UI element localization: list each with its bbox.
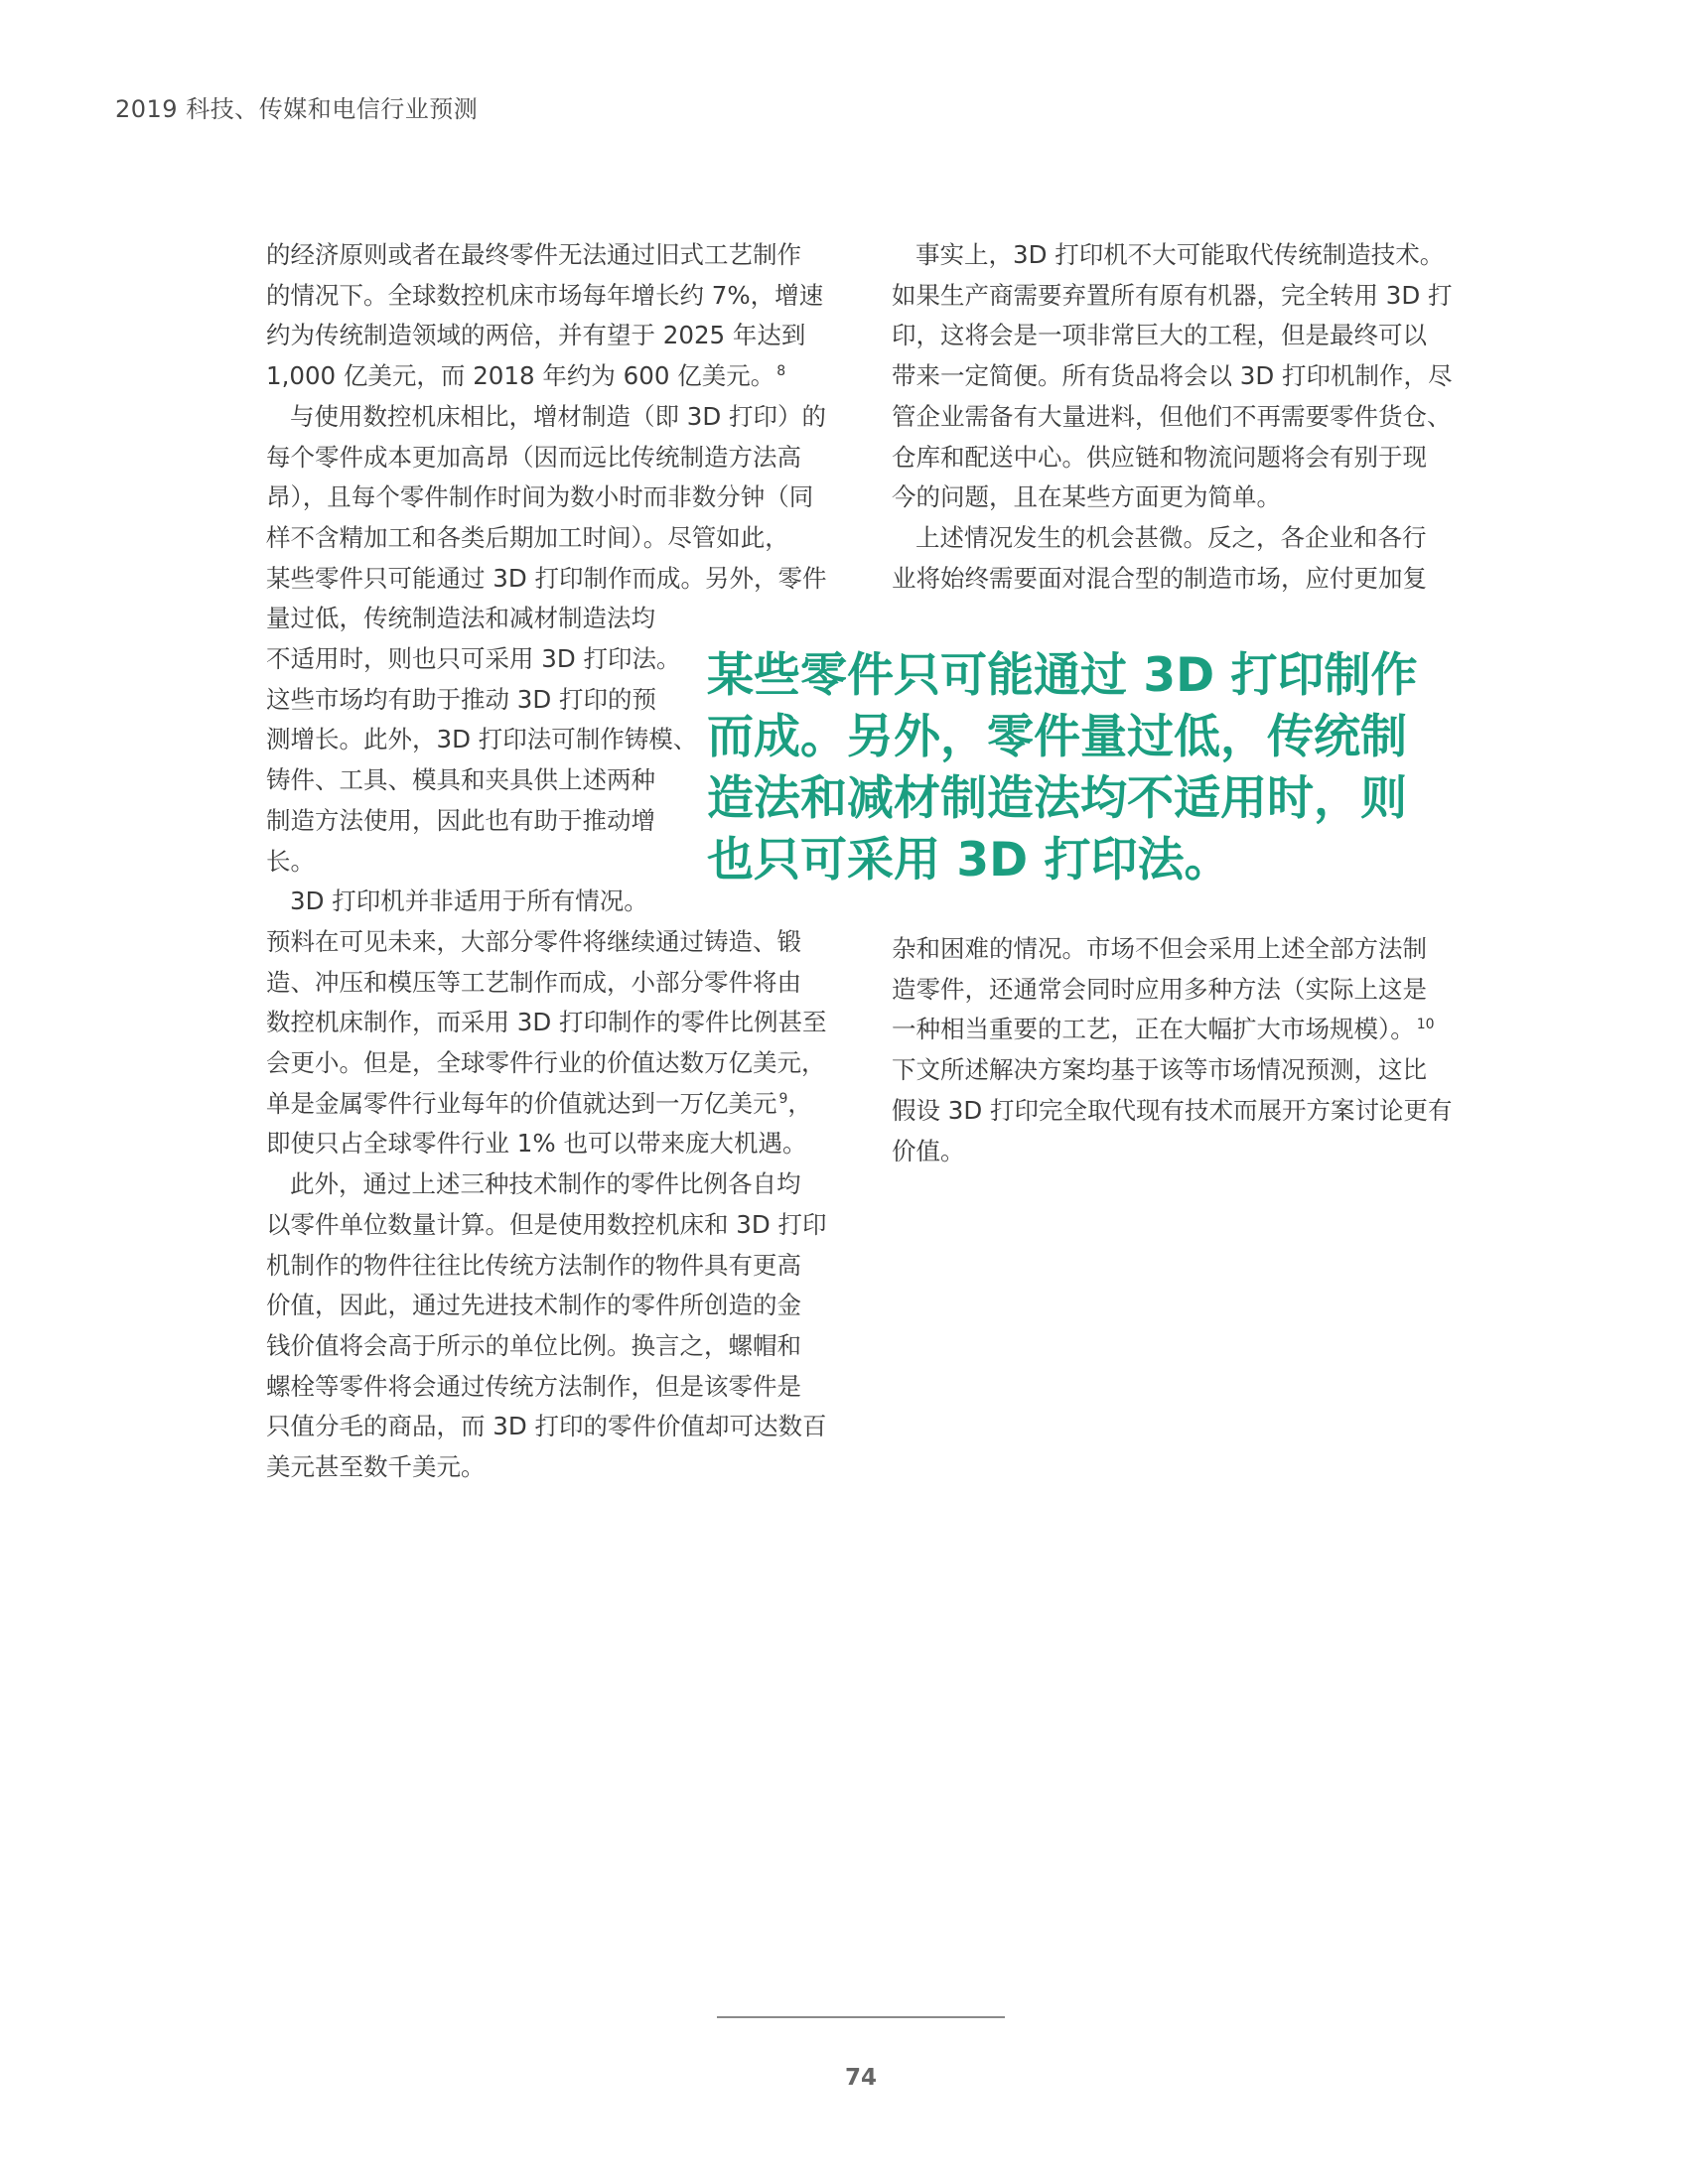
paragraph-line	[892, 355, 1453, 396]
paragraph-line	[266, 1042, 826, 1083]
line-text-tail: ，	[787, 1088, 812, 1118]
line-text: 杂和困难的情况。市场不但会采用上述全部方法制	[892, 934, 1427, 963]
line-text: 带来一定简便。所有货品将会以 3D 打印机制作，尽	[892, 361, 1453, 391]
paragraph-line	[892, 969, 1427, 1010]
paragraph-line	[266, 437, 801, 478]
paragraph-line	[892, 477, 1281, 517]
footnote-ref[interactable]: 9	[778, 1090, 788, 1107]
line-text: 美元甚至数千美元。	[266, 1452, 486, 1481]
line-text: 的情况下。全球数控机床市场每年增长约 7%，增速	[266, 280, 824, 310]
line-text: 即使只占全球零件行业 1% 也可以带来庞大机遇。	[266, 1129, 807, 1159]
paragraph-line	[266, 234, 801, 275]
line-text: 昂），且每个零件制作时间为数小时而非数分钟（同	[266, 482, 814, 512]
paragraph-line	[266, 517, 789, 558]
line-text: 每个零件成本更加高昂（因而远比传统制造方法高	[266, 442, 801, 472]
line-text: 上述情况发生的机会甚微。反之，各企业和各行	[915, 522, 1427, 552]
paragraph-line	[892, 275, 1453, 316]
paragraph-line	[266, 598, 655, 638]
line-text: 长。	[266, 846, 315, 876]
line-text: 数控机床制作，而采用 3D 打印制作的零件比例甚至	[266, 1008, 827, 1037]
line-text: 制造方法使用，因此也有助于推动增	[266, 805, 655, 835]
footnote-ref[interactable]: 8	[776, 362, 786, 379]
paragraph-line	[266, 1446, 486, 1487]
paragraph-line	[266, 275, 823, 316]
line-text: 单是金属零件行业每年的价值就达到一万亿美元	[266, 1088, 777, 1118]
line-text: 铸件、工具、模具和夹具供上述两种	[266, 765, 655, 795]
paragraph-line	[892, 1090, 1453, 1131]
paragraph-line	[266, 1285, 801, 1325]
footer-divider	[717, 2016, 1005, 2018]
paragraph-line	[915, 517, 1427, 558]
line-text: 约为传统制造领域的两倍，并有望于 2025 年达到	[266, 321, 806, 350]
page-number: 74	[844, 2065, 877, 2091]
line-text: 如果生产商需要弃置所有原有机器，完全转用 3D 打	[892, 280, 1453, 310]
line-text: 预料在可见未来，大部分零件将继续通过铸造、锻	[266, 926, 801, 956]
page-header-title: 2019 科技、传媒和电信行业预测	[115, 95, 479, 123]
line-text: 价值，因此，通过先进技术制作的零件所创造的金	[266, 1291, 801, 1320]
paragraph-line	[266, 759, 655, 800]
pull-quote	[707, 645, 1462, 891]
paragraph-line	[266, 355, 785, 396]
pull-quote-line: 也只可采用 3D 打印法。	[707, 833, 1231, 887]
paragraph-line	[266, 1123, 806, 1163]
line-text: 某些零件只可能通过 3D 打印制作而成。另外，零件	[266, 563, 827, 593]
paragraph-line	[892, 928, 1427, 969]
paragraph-line	[266, 1083, 812, 1124]
paragraph-line	[892, 437, 1427, 478]
line-text: 螺栓等零件将会通过传统方法制作，但是该零件是	[266, 1371, 801, 1401]
line-text: 与使用数控机床相比，增材制造（即 3D 打印）的	[290, 401, 827, 431]
paragraph-line	[266, 1002, 827, 1042]
footnote-ref[interactable]: 10	[1416, 1017, 1435, 1033]
paragraph-line	[266, 638, 681, 679]
line-text: 造零件，还通常会同时应用多种方法（实际上这是	[892, 974, 1427, 1004]
line-text: 以零件单位数量计算。但是使用数控机床和 3D 打印	[266, 1209, 827, 1239]
paragraph-line	[290, 396, 826, 437]
pull-quote-line: 而成。另外，零件量过低，传统制	[707, 710, 1407, 764]
line-text: 1,000 亿美元，而 2018 年约为 600 亿美元。	[266, 361, 775, 391]
paragraph-line	[892, 315, 1427, 355]
line-text: 的经济原则或者在最终零件无法通过旧式工艺制作	[266, 240, 801, 269]
line-text: 钱价值将会高于所示的单位比例。换言之，螺帽和	[266, 1330, 801, 1360]
line-text: 事实上，3D 打印机不大可能取代传统制造技术。	[915, 240, 1445, 269]
line-text: 机制作的物件往往比传统方法制作的物件具有更高	[266, 1250, 801, 1280]
line-text: 量过低，传统制造法和减材制造法均	[266, 604, 655, 633]
paragraph-line	[266, 719, 697, 759]
pull-quote-line: 造法和减材制造法均不适用时，则	[707, 771, 1407, 826]
line-text: 价值。	[892, 1136, 965, 1165]
paragraph-line	[266, 1245, 801, 1286]
line-text: 一种相当重要的工艺，正在大幅扩大市场规模）。	[892, 1015, 1415, 1044]
paragraph-line	[266, 1366, 801, 1407]
line-text: 3D 打印机并非适用于所有情况。	[290, 887, 648, 916]
paragraph-line	[290, 1163, 801, 1204]
paragraph-line	[266, 1204, 827, 1245]
line-text: 测增长。此外，3D 打印法可制作铸模、	[266, 725, 698, 754]
line-text: 会更小。但是，全球零件行业的价值达数万亿美元，	[266, 1048, 826, 1077]
paragraph-line	[266, 477, 813, 517]
line-text: 只值分毛的商品，而 3D 打印的零件价值却可达数百	[266, 1412, 827, 1441]
paragraph-line	[266, 1325, 801, 1366]
paragraph-line	[915, 234, 1444, 275]
paragraph-line	[266, 315, 805, 355]
paragraph-line	[290, 881, 648, 921]
paragraph-line	[892, 1131, 965, 1171]
line-text: 今的问题，且在某些方面更为简单。	[892, 482, 1281, 512]
paragraph-line	[892, 396, 1452, 437]
paragraph-line	[266, 558, 827, 599]
paragraph-line	[266, 800, 655, 841]
paragraph-line	[266, 679, 656, 720]
line-text: 印，这将会是一项非常巨大的工程，但是最终可以	[892, 321, 1427, 350]
paragraph-line	[266, 962, 801, 1003]
line-text: 不适用时，则也只可采用 3D 打印法。	[266, 644, 681, 673]
paragraph-line	[892, 1009, 1435, 1049]
line-text: 造、冲压和模压等工艺制作而成，小部分零件将由	[266, 967, 801, 997]
paragraph-line	[892, 558, 1427, 599]
pull-quote-line: 某些零件只可能通过 3D 打印制作	[707, 648, 1418, 703]
line-text: 样不含精加工和各类后期加工时间）。尽管如此，	[266, 522, 789, 552]
line-text: 管企业需备有大量进料，但他们不再需要零件货仓、	[892, 401, 1452, 431]
line-text: 假设 3D 打印完全取代现有技术而展开方案讨论更有	[892, 1095, 1453, 1125]
paragraph-line	[266, 1406, 827, 1446]
paragraph-line	[892, 1049, 1427, 1090]
line-text: 这些市场均有助于推动 3D 打印的预	[266, 684, 657, 714]
line-text: 业将始终需要面对混合型的制造市场，应付更加复	[892, 563, 1427, 593]
paragraph-line	[266, 921, 801, 962]
line-text: 仓库和配送中心。供应链和物流问题将会有别于现	[892, 442, 1427, 472]
paragraph-line	[266, 841, 315, 882]
line-text: 下文所述解决方案均基于该等市场情况预测，这比	[892, 1055, 1427, 1085]
line-text: 此外，通过上述三种技术制作的零件比例各自均	[290, 1169, 801, 1199]
